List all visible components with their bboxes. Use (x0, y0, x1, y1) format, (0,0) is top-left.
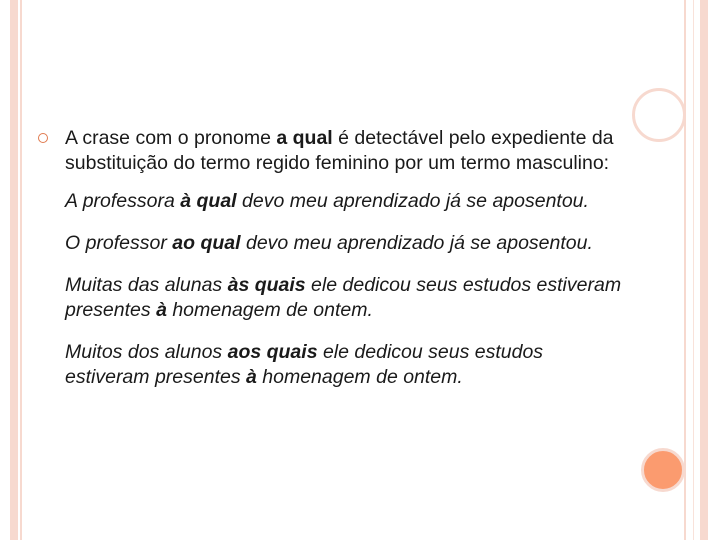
intro-text: é detectável pelo expediente da substituição do termo regido feminino por um termo masculino: (65, 127, 614, 174)
example-text: homenagem de ontem. (166, 299, 373, 321)
frame-left-inner (20, 0, 22, 540)
frame-right-line (693, 0, 694, 540)
example-text: devo meu aprendizado já se aposentou. (240, 232, 593, 254)
example-text: A professora (65, 190, 181, 212)
intro-text: A crase com o pronome (65, 127, 277, 149)
intro-paragraph (65, 126, 625, 176)
example-highlight: à (156, 299, 167, 321)
circle-bullet-icon (38, 133, 48, 143)
example-text: devo meu aprendizado já se aposentou. (236, 190, 589, 212)
example-highlight: à (246, 366, 257, 388)
example-sentence (65, 340, 625, 390)
example-text: O professor (65, 232, 173, 254)
example-text: Muitas das alunas (65, 274, 228, 296)
example-text: homenagem de ontem. (256, 366, 463, 388)
frame-right-line (684, 0, 686, 540)
example-highlight: à qual (180, 190, 237, 212)
intro-highlight: a qual (276, 127, 333, 149)
decorative-circle-outline (632, 88, 686, 142)
frame-left-outer (10, 0, 18, 540)
example-sentence (65, 231, 625, 256)
example-sentence (65, 189, 625, 214)
example-highlight: aos quais (227, 341, 318, 363)
example-text: Muitos dos alunos (65, 341, 228, 363)
example-text: ele dedicou seus estudos estiveram presentes (65, 341, 544, 388)
frame-right-line (700, 0, 708, 540)
example-highlight: ao qual (172, 232, 241, 254)
example-sentence (65, 273, 625, 323)
slide-body (65, 126, 625, 407)
example-text: ele dedicou seus estudos estiveram presentes (65, 274, 622, 321)
decorative-circle-filled (641, 448, 685, 492)
example-highlight: às quais (227, 274, 306, 296)
